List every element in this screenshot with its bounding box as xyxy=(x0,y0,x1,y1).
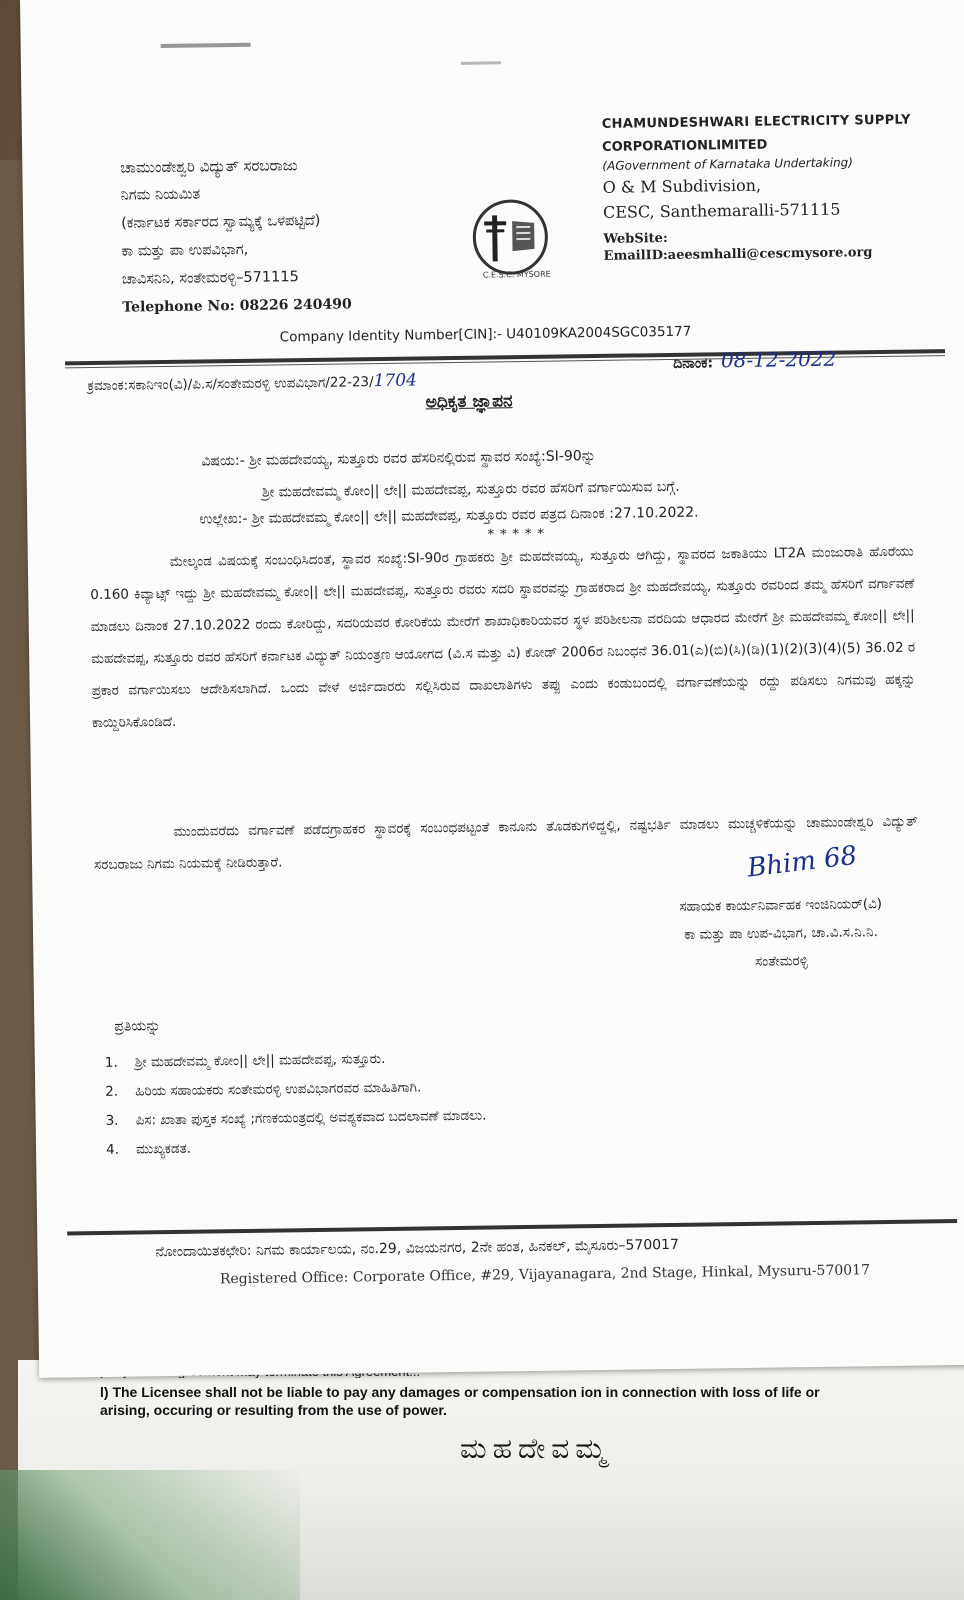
company-type-en: CORPORATIONLIMITED xyxy=(602,137,768,155)
handwritten-kannada-signature: ಮಹದೇವಮ್ಮ xyxy=(460,1432,612,1465)
govt-undertaking-kn: (ಕರ್ನಾಟಕ ಸರ್ಕಾರದ ಸ್ವಾಮ್ಯಕ್ಕೆ ಒಳಪಟ್ಟಿದೆ) xyxy=(121,212,321,232)
list-item: 4. ಮುಖ್ಯಕಡತ. xyxy=(105,1140,192,1158)
reference-handwritten-number: 1704 xyxy=(373,370,418,392)
agreement-text xyxy=(100,1374,920,1418)
signatory-title: ಸಹಾಯಕ ಕಾರ್ಯನಿರ್ವಾಹಕ ಇಂಜಿನಿಯರ್(ವಿ) xyxy=(679,896,883,915)
copies-heading: ಪ್ರತಿಯನ್ನು xyxy=(114,1018,161,1035)
handwritten-signature: Bhim 68 xyxy=(745,840,859,884)
subdivision-en: O & M Subdivision, xyxy=(602,175,762,197)
memo-body-paragraph: ಮೇಲ್ಕಂಡ ವಿಷಯಕ್ಕೆ ಸಂಬಂಧಿಸಿದಂತೆ, ಸ್ಥಾವರ ಸಂಖ್ಯೆ:SI-90ರ ಗ್ರಾಹಕರು ಶ್ರೀ ಮಹದೇವಯ್ಯ, ಸುತ್ತೂರು ಆಗಿದ್ದು, ಸ್ಥಾವರದ ಜಕಾತಿಯು LT2A ಮಂಜುರಾತಿ ಹೊರೆಯು 0.160 ಕಿವ್ಯಾಟ್ಸ್ ಇದ್ದು ಶ್ರೀ ಮಹದೇವಮ್ಮ ಕೋಂ|| ಲೇ|| ಮಹದೇವಪ್ಪ, ಸುತ್ತೂರು ರವರು ಸದರಿ ಸ್ಥಾವರವನ್ನು ಗ್ರಾಹಕರಾದ ಶ್ರೀ ಮಹದೇವಯ್ಯ, ಸುತ್ತೂರು ರವರಿಂದ ತಮ್ಮ ಹೆಸರಿಗೆ ವರ್ಗಾವಣೆ ಮಾಡಲು ದಿನಾಂಕ 27.10.2022 ರಂದು ಕೋರಿದ್ದು, ಸದರಿಯವರ ಕೋರಿಕೆಯ ಮೇರೆಗೆ ಶಾಖಾಧಿಕಾರಿಯವರ ಸ್ಥಳ ಪರಿಶೀಲನಾ ವರದಿಯ ಆಧಾರದ ಮೇರೆಗೆ ಶ್ರೀ ಮಹದೇವಮ್ಮ ಕೋಂ|| ಲೇ|| ಮಹದೇವಪ್ಪ, ಸುತ್ತೂರು ರವರ ಹೆಸರಿಗೆ ಕರ್ನಾಟಕ ವಿದ್ಯುತ್ ನಿಯಂತ್ರಣ ಆಯೋಗದ (ವಿ.ಸ ಮತ್ತು ವಿ) ಕೋಡ್ 2006ರ ನಿಬಂಧನೆ 36.01(ಎ)(ಬಿ)(ಸಿ)(ಡಿ)(1)(2)(3)(4)(5) 36.02 ರ ಪ್ರಕಾರ ವರ್ಗಾಯಿಸಲು ಆದೇಶಿಸಲಾಗಿದೆ. ಒಂದು ವೇಳೆ ಅರ್ಜಿದಾರರು ಸಲ್ಲಿಸಿರುವ ದಾಖಲಾತಿಗಳು ತಪ್ಪು ಎಂದು ಕಂಡುಬಂದಲ್ಲಿ ವರ್ಗಾವಣೆಯನ್ನು ರದ್ದು ಪಡಿಸಲು ನಿಗಮವು ಹಕ್ಕನ್ನು ಕಾಯ್ದಿರಿಸಿಕೊಂಡಿದೆ. xyxy=(90,543,916,732)
company-identity-number: Company Identity Number[CIN]:- U40109KA2004SGC035177 xyxy=(279,323,692,346)
telephone-number: Telephone No: 08226 240490 xyxy=(122,296,352,316)
footer-divider xyxy=(67,1219,957,1235)
memo-date xyxy=(673,347,837,373)
green-shadow xyxy=(0,1470,300,1600)
subject-line: ವಿಷಯ:- ಶ್ರೀ ಮಹದೇವಯ್ಯ, ಸುತ್ತೂರು ರವರ ಹೆಸರಿನಲ್ಲಿರುವ ಸ್ಥಾವರ ಸಂಖ್ಯೆ:SI-90ನ್ನು xyxy=(201,448,596,470)
address-kn: ಚಾವಿಸನಿನಿ, ಸಂತೇಮರಳ್ಳಿ–571115 xyxy=(121,269,299,288)
subdivision-kn: ಕಾ ಮತ್ತು ಪಾ ಉಪವಿಭಾಗ, xyxy=(121,241,249,260)
date-label: ದಿನಾಂಕ: xyxy=(673,355,714,372)
page-scuff xyxy=(461,61,501,65)
company-name-kn: ಚಾಮುಂಡೇಶ್ವರಿ ವಿದ್ಯುತ್ ಸರಬರಾಜು xyxy=(120,156,298,177)
official-memo-page xyxy=(20,0,964,1378)
govt-undertaking-en: (AGovernment of Karnataka Undertaking) xyxy=(602,155,854,173)
list-item: 3. ಪಿಸ: ಖಾತಾ ಪುಸ್ತಕ ಸಂಖ್ಯೆ ;ಗಣಕಯಂತ್ರದಲ್ಲಿ ಅವಶ್ಯಕವಾದ ಬದಲಾವಣೆ ಮಾಡಲು. xyxy=(105,1107,487,1129)
email-address: EmailID:aeesmhalli@cescmysore.org xyxy=(603,245,873,264)
company-name-en: CHAMUNDESHWARI ELECTRICITY SUPPLY xyxy=(601,112,911,132)
memo-heading: ಅಧಿಕೃತ ಜ್ಞಾಪನ xyxy=(425,391,513,413)
list-item: 1. ಶ್ರೀ ಮಹದೇವಮ್ಮ ಕೋಂ|| ಲೇ|| ಮಹದೇವಪ್ಪ, ಸುತ್ತೂರು. xyxy=(104,1051,386,1071)
memo-subject xyxy=(201,436,902,510)
website-label: WebSite: xyxy=(603,230,668,247)
registered-office-kn: ನೋಂದಾಯಿತಕಛೇರಿ: ನಿಗಮ ಕಾರ್ಯಾಲಯ, ನಂ.29, ವಿಜಯನಗರ, 2ನೇ ಹಂತ, ಹಿನಕಲ್, ಮೈಸೂರು–570017 xyxy=(155,1236,680,1261)
reference-number xyxy=(87,370,417,395)
signatory-office: ಕಾ ಮತ್ತು ಪಾ ಉಪ-ವಿಭಾಗ, ಚಾ.ವಿ.ಸ.ನಿ.ನಿ. xyxy=(684,924,878,943)
reference-prefix: ಕ್ರಮಾಂಕ:ಸಕಾನಿಇಂ(ವಿ)/ಪಿ.ಸ/ಸಂತೇಮರಳ್ಳಿ ಉಪವಿಭಾಗ/22-23/ xyxy=(87,374,374,395)
agreement-clause-line: arising, occuring or resulting from the use of power. xyxy=(100,1402,447,1418)
agreement-clause-line: l) The Licensee shall not be liable to pay any damages or compensation ion in connection with loss of life or xyxy=(100,1384,820,1400)
signatory-block xyxy=(621,889,942,977)
list-item: 2. ಹಿರಿಯ ಸಹಾಯಕರು ಸಂತೇಮರಳ್ಳಿ ಉಪವಿಭಾಗರವರ ಮಾಹಿತಿಗಾಗಿ. xyxy=(105,1079,422,1100)
section-separator: ***** xyxy=(487,526,551,543)
subject-line: ಶ್ರೀ ಮಹದೇವಮ್ಮ ಕೋಂ|| ಲೇ|| ಮಹದೇವಪ್ಪ, ಸುತ್ತೂರು ರವರ ಹೆಸರಿಗೆ ವರ್ಗಾಯಿಸುವ ಬಗ್ಗೆ. xyxy=(261,478,680,501)
registered-office-en: Registered Office: Corporate Office, #29, Vijayanagara, 2nd Stage, Hinkal, Mysuru-570017 xyxy=(219,1262,871,1288)
signatory-place: ಸಂತೇಮರಳ್ಳಿ xyxy=(754,953,809,970)
letterhead-english xyxy=(602,112,954,264)
copies-list xyxy=(105,1044,487,1165)
company-type-kn: ನಿಗಮ ನಿಯಮಿತ xyxy=(120,186,201,204)
cesc-logo xyxy=(468,193,559,284)
address-en: CESC, Santhemaralli-571115 xyxy=(602,199,841,222)
memo-body-paragraph: ಮುಂದುವರೆದು ವರ್ಗಾವಣೆ ಪಡೆದಗ್ರಾಹಕರ ಸ್ಥಾವರಕ್ಕೆ ಸಂಬಂಧಪಟ್ಟಂತೆ ಕಾನೂನು ತೊಡಕುಗಳಿದ್ದಲ್ಲಿ, ನಷ್ಟಭರ್ತಿ ಮಾಡಲು ಮುಚ್ಚಳಿಕೆಯನ್ನು ಚಾಮುಂಡೇಶ್ವರಿ ವಿದ್ಯುತ್ ಸರಬರಾಜು ನಿಗಮ ನಿಯಮಕ್ಕೆ ನೀಡಿರುತ್ತಾರೆ. xyxy=(93,813,918,874)
logo-text: C.E.S.C. MYSORE xyxy=(482,269,551,280)
memo-reference: ಉಲ್ಲೇಖ:- ಶ್ರೀ ಮಹದೇವಮ್ಮ ಕೋಂ|| ಲೇ|| ಮಹದೇವಪ್ಪ, ಸುತ್ತೂರು ರವರ ಪತ್ರದ ದಿನಾಂಕ :27.10.2022. xyxy=(199,504,699,528)
page-scuff xyxy=(161,43,251,48)
date-handwritten: 08-12-2022 xyxy=(720,346,837,373)
letterhead-kannada xyxy=(120,149,462,322)
